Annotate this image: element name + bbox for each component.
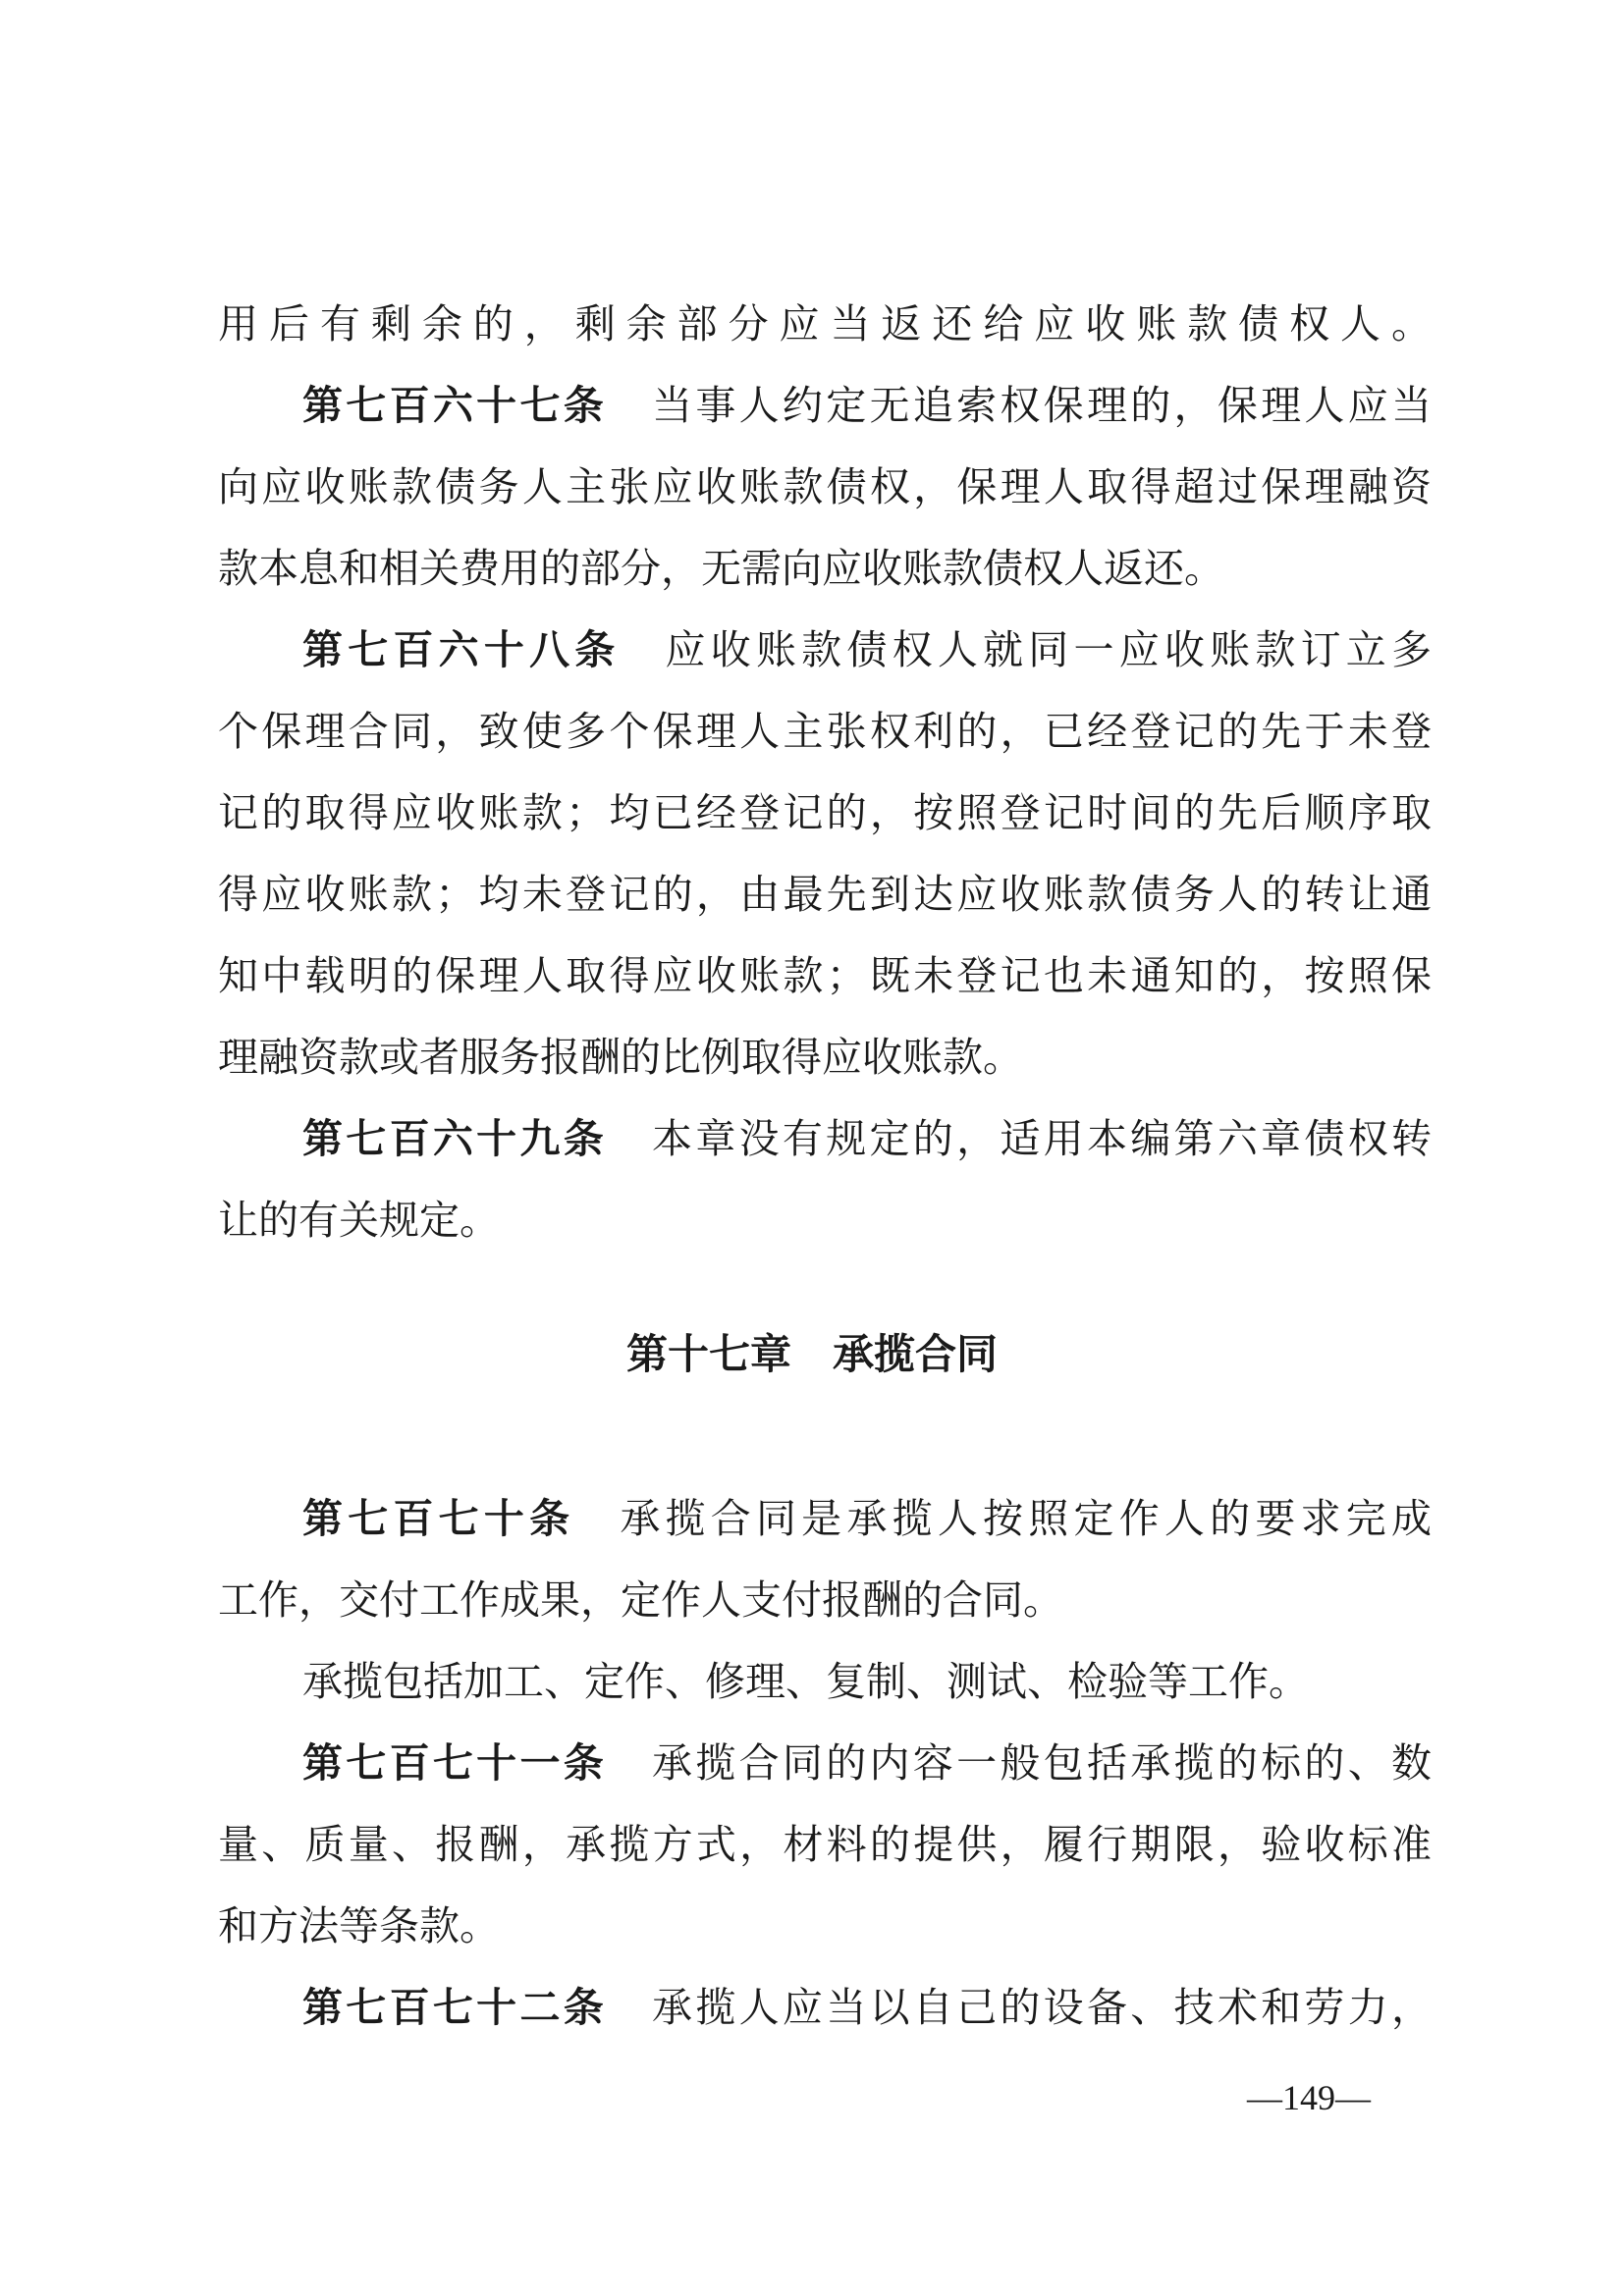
paragraph-line xyxy=(218,1571,1432,1629)
article-767-first-line xyxy=(218,376,1432,435)
article-770-text-3: 承揽包括加工、定作、修理、复制、测试、检验等工作。 xyxy=(302,1658,1309,1705)
article-768-text-3: 记的取得应收账款；均已经登记的，按照登记时间的先后顺序取 xyxy=(218,789,1432,836)
paragraph-line xyxy=(218,1191,1432,1250)
article-768-text-6: 理融资款或者服务报酬的比例取得应收账款。 xyxy=(218,1034,1023,1081)
article-768-heading: 第七百六十八条 xyxy=(302,626,621,673)
article-768-text-2: 个保理合同，致使多个保理人主张权利的，已经登记的先于未登 xyxy=(218,708,1432,755)
page-number: —149— xyxy=(1247,2078,1371,2117)
article-767-heading: 第七百六十七条 xyxy=(302,382,608,429)
article-769-text-2: 让的有关规定。 xyxy=(218,1197,500,1244)
article-769-heading: 第七百六十九条 xyxy=(302,1115,608,1162)
article-767-text-1: 当事人约定无追索权保理的，保理人应当 xyxy=(652,382,1433,429)
article-771-first-line xyxy=(218,1734,1432,1792)
paragraph-line xyxy=(218,1896,1432,1955)
article-770-heading: 第七百七十条 xyxy=(302,1495,575,1542)
article-772-heading: 第七百七十二条 xyxy=(302,1984,608,2031)
chapter-title: 第十七章 承揽合同 xyxy=(625,1330,998,1378)
article-771-heading: 第七百七十一条 xyxy=(302,1739,608,1787)
paragraph-line xyxy=(218,1028,1432,1087)
article-771-text-3: 和方法等条款。 xyxy=(218,1902,500,1949)
article-768-text-1: 应收账款债权人就同一应收账款订立多 xyxy=(665,626,1433,673)
paragraph-line xyxy=(218,294,1432,353)
article-772-text-1: 承揽人应当以自己的设备、技术和劳力， xyxy=(652,1984,1433,2031)
paragraph-line xyxy=(218,946,1432,1005)
paragraph-line xyxy=(218,783,1432,842)
line-text: 用后有剩余的，剩余部分应当返还给应收账款债权人。 xyxy=(218,300,1432,347)
article-768-text-4: 得应收账款；均未登记的，由最先到达应收账款债务人的转让通 xyxy=(218,871,1432,918)
paragraph-line xyxy=(218,1815,1432,1874)
paragraph-line xyxy=(218,457,1432,516)
paragraph-line xyxy=(218,702,1432,761)
article-769-text-1: 本章没有规定的，适用本编第六章债权转 xyxy=(652,1115,1433,1162)
article-772-first-line xyxy=(218,1978,1432,2037)
article-768-first-line xyxy=(218,620,1432,679)
article-770-text-1: 承揽合同是承揽人按照定作人的要求完成 xyxy=(620,1495,1433,1542)
paragraph-line xyxy=(218,1652,1432,1711)
article-767-text-3: 款本息和相关费用的部分，无需向应收账款债权人返还。 xyxy=(218,545,1224,592)
paragraph-line xyxy=(218,539,1432,598)
article-769-first-line xyxy=(218,1109,1432,1168)
paragraph-line xyxy=(218,865,1432,924)
article-770-first-line xyxy=(218,1489,1432,1548)
article-768-text-5: 知中载明的保理人取得应收账款；既未登记也未通知的，按照保 xyxy=(218,952,1432,999)
article-767-text-2: 向应收账款债务人主张应收账款债权，保理人取得超过保理融资 xyxy=(218,463,1432,510)
article-770-text-2: 工作，交付工作成果，定作人支付报酬的合同。 xyxy=(218,1576,1063,1624)
article-771-text-2: 量、质量、报酬，承揽方式，材料的提供，履行期限，验收标准 xyxy=(218,1821,1432,1868)
article-771-text-1: 承揽合同的内容一般包括承揽的标的、数 xyxy=(652,1739,1433,1787)
